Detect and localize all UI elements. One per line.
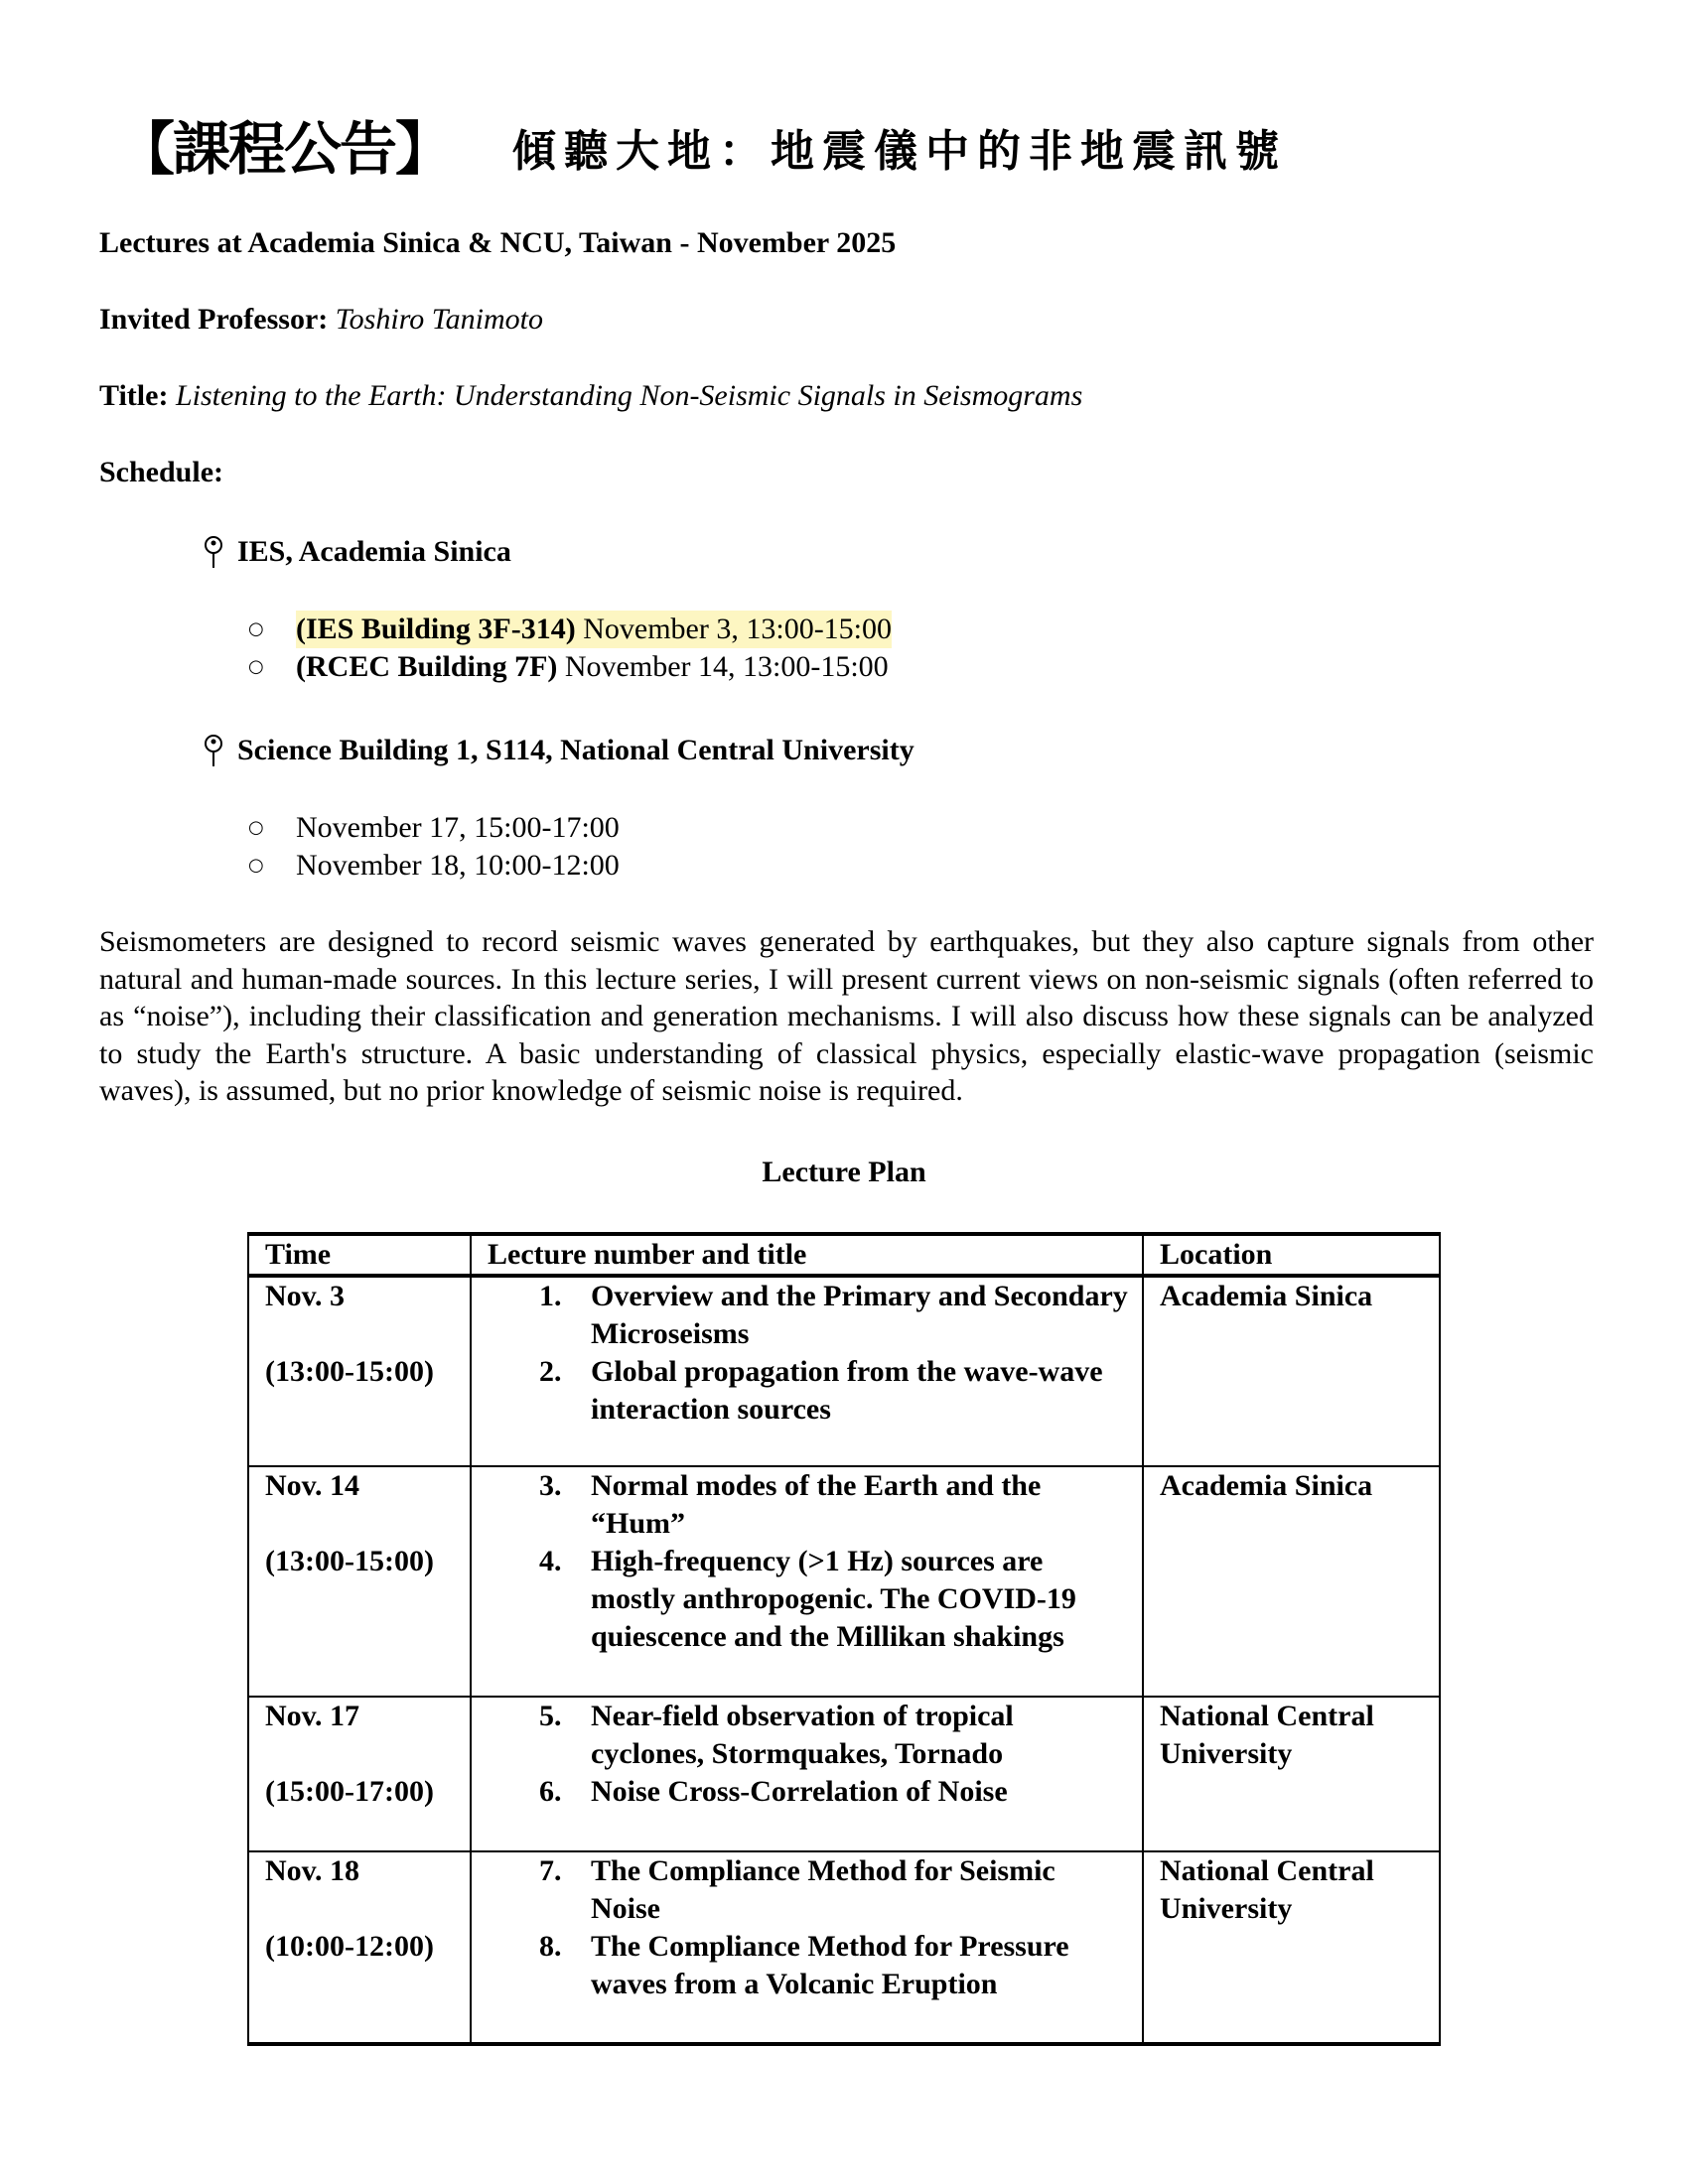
invited-professor-line — [99, 301, 543, 339]
lecture-number: 6. — [539, 1775, 562, 1808]
lecture-number: 5. — [539, 1700, 562, 1732]
chinese-course-title: 傾聽大地：地震儀中的非地震訊號 — [512, 126, 1287, 177]
course-description: Seismometers are designed to record seismic waves generated by earthquakes, but they also capture signals from other natural and human-made sources. In this lecture series, I will present current views on non-seismic signals (often referred to as “noise”), including their classification and generation mechanisms. I will also discuss how these signals can be analyzed to study the Earth's structure. A basic understanding of classical physics, especially elastic-wave propagation (seismic waves), is assumed, but no prior knowledge of seismic noise is required. — [99, 925, 1594, 1107]
lecture-title: Normal modes of the Earth and the “Hum” — [591, 1469, 1042, 1540]
lecture-item — [539, 1773, 1142, 1811]
table-row — [248, 1851, 1440, 2044]
location-cell: Academia Sinica — [1143, 1276, 1440, 1466]
time-range: (15:00-17:00) — [265, 1775, 434, 1808]
session-datetime: November 18, 10:00-12:00 — [296, 849, 620, 882]
table-row — [248, 1466, 1440, 1697]
column-header-lecture: Lecture number and title — [471, 1234, 1143, 1276]
table-header-row — [248, 1234, 1440, 1276]
title-value: Listening to the Earth: Understanding Non-Seismic Signals in Seismograms — [175, 379, 1083, 412]
column-header-location: Location — [1143, 1234, 1440, 1276]
map-pin-icon — [204, 734, 223, 767]
academia-sinica-sessions — [248, 611, 892, 686]
session-room: (RCEC Building 7F) — [296, 650, 558, 683]
session-datetime: November 14, 13:00-15:00 — [557, 650, 889, 683]
lecture-plan-heading: Lecture Plan — [762, 1156, 926, 1188]
announcement-bracket-title: 【課程公告】 — [117, 115, 452, 183]
location-ncu — [204, 732, 914, 769]
lectures-cell — [471, 1697, 1143, 1851]
time-range: (13:00-15:00) — [265, 1355, 434, 1388]
table-row — [248, 1276, 1440, 1466]
location-name: Science Building 1, S114, National Central University — [237, 734, 914, 766]
date: Nov. 14 — [265, 1469, 360, 1502]
lecture-item — [539, 1278, 1142, 1353]
highlighted-session — [296, 611, 892, 648]
professor-label: Invited Professor: — [99, 303, 329, 336]
location-cell: National Central University — [1143, 1697, 1440, 1851]
lecture-item — [539, 1698, 1142, 1773]
session-datetime: November 3, 13:00-15:00 — [575, 613, 893, 645]
time-range: (10:00-12:00) — [265, 1930, 434, 1963]
location-name: IES, Academia Sinica — [237, 535, 511, 568]
hollow-circle-bullet-icon: ○ — [248, 656, 264, 677]
lectures-venue-date: Lectures at Academia Sinica & NCU, Taiwan - November 2025 — [99, 226, 897, 259]
ncu-sessions — [248, 809, 620, 885]
table-row — [248, 1697, 1440, 1851]
lecture-title: Overview and the Primary and Secondary Microseisms — [591, 1280, 1128, 1350]
session-room: (IES Building 3F-314) — [296, 613, 576, 645]
lecture-title: Global propagation from the wave-wave interaction sources — [591, 1355, 1103, 1426]
lecture-title: The Compliance Method for Pressure waves from a Volcanic Eruption — [591, 1930, 1069, 2000]
hollow-circle-bullet-icon: ○ — [248, 618, 264, 639]
lecture-item — [539, 1852, 1142, 1928]
lecture-item — [539, 1928, 1142, 2003]
location-cell: National Central University — [1143, 1851, 1440, 2044]
session-item — [248, 648, 892, 686]
session-item — [248, 847, 620, 885]
lecture-number: 2. — [539, 1355, 562, 1388]
location-cell: Academia Sinica — [1143, 1466, 1440, 1697]
lecture-title: Near-field observation of tropical cyclones, Stormquakes, Tornado — [591, 1700, 1014, 1770]
lecture-number: 4. — [539, 1545, 562, 1577]
location-academia-sinica — [204, 533, 511, 571]
lecture-plan-table — [247, 1232, 1441, 2046]
lecture-number: 3. — [539, 1469, 562, 1502]
lectures-cell — [471, 1276, 1143, 1466]
column-header-time: Time — [248, 1234, 471, 1276]
lecture-item — [539, 1467, 1142, 1543]
title-label: Title: — [99, 379, 169, 412]
hollow-circle-bullet-icon: ○ — [248, 817, 264, 838]
time-range: (13:00-15:00) — [265, 1545, 434, 1577]
lecture-title: The Compliance Method for Seismic Noise — [591, 1854, 1055, 1925]
map-pin-icon — [204, 535, 223, 569]
lecture-title: Noise Cross-Correlation of Noise — [591, 1775, 1008, 1808]
time-cell — [248, 1466, 471, 1697]
lecture-number: 7. — [539, 1854, 562, 1887]
date: Nov. 17 — [265, 1700, 360, 1732]
lectures-cell — [471, 1466, 1143, 1697]
lecture-item — [539, 1353, 1142, 1429]
lecture-title: High-frequency (>1 Hz) sources are mostly anthropogenic. The COVID-19 quiescence and the Millikan shakings — [591, 1545, 1076, 1653]
lecture-number: 1. — [539, 1280, 562, 1312]
session-datetime: November 17, 15:00-17:00 — [296, 811, 620, 844]
schedule-heading: Schedule: — [99, 456, 224, 488]
time-cell — [248, 1276, 471, 1466]
date: Nov. 3 — [265, 1280, 346, 1312]
hollow-circle-bullet-icon: ○ — [248, 855, 264, 876]
lecture-item — [539, 1543, 1142, 1656]
date: Nov. 18 — [265, 1854, 360, 1887]
professor-name: Toshiro Tanimoto — [335, 303, 544, 336]
lecture-number: 8. — [539, 1930, 562, 1963]
lecture-title-line — [99, 377, 1082, 415]
lectures-cell — [471, 1851, 1143, 2044]
time-cell — [248, 1851, 471, 2044]
time-cell — [248, 1697, 471, 1851]
session-item — [248, 611, 892, 648]
session-item — [248, 809, 620, 847]
